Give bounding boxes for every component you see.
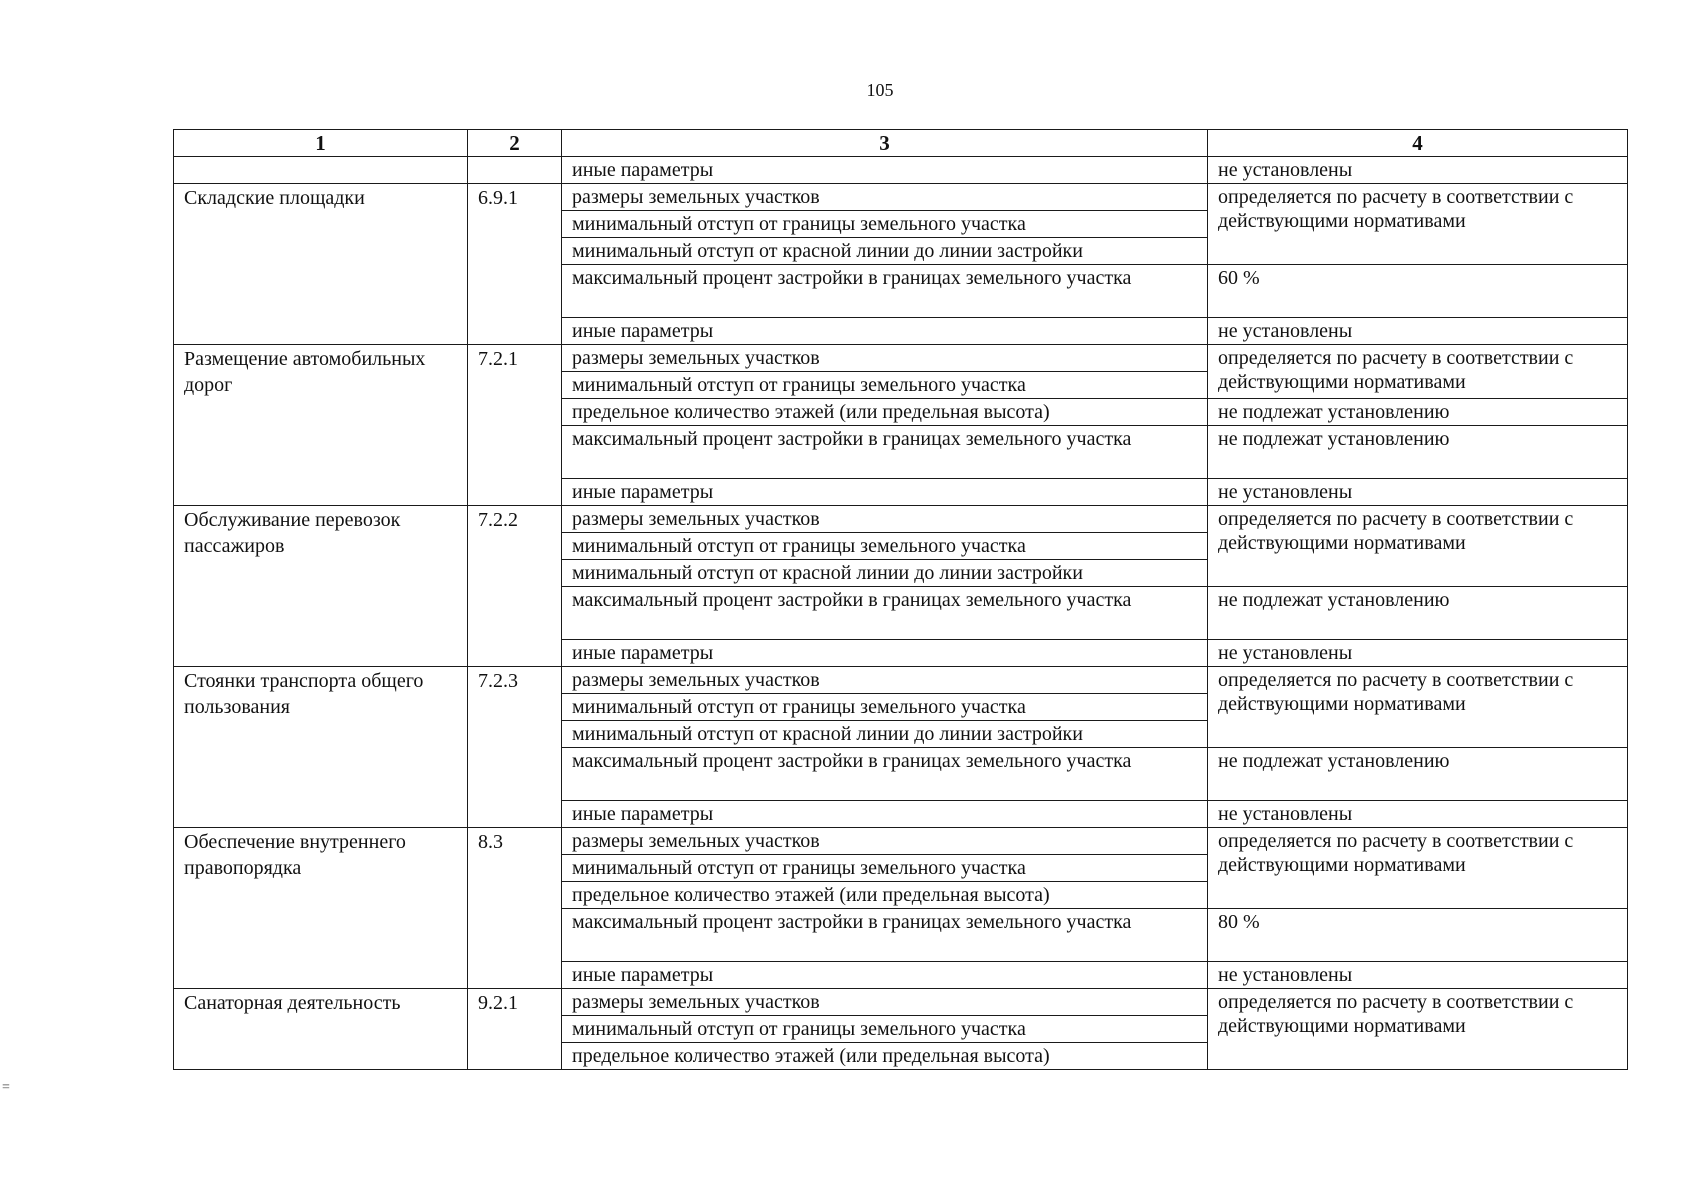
parameter-cell: размеры земельных участков xyxy=(562,184,1208,211)
use-type-cell: Санаторная деятельность xyxy=(174,989,468,1070)
value-cell: не установлены xyxy=(1208,640,1628,667)
table-row xyxy=(174,828,1628,855)
parameter-cell: размеры земельных участков xyxy=(562,667,1208,694)
parameter-cell: предельное количество этажей (или предельная высота) xyxy=(562,399,1208,426)
parameter-cell: размеры земельных участков xyxy=(562,345,1208,372)
parameter-cell: иные параметры xyxy=(562,318,1208,345)
value-cell: определяется по расчету в соответствии с действующими нормативами xyxy=(1208,667,1628,748)
use-type-cell: Складские площадки xyxy=(174,184,468,345)
value-cell: не установлены xyxy=(1208,318,1628,345)
parameter-cell: размеры земельных участков xyxy=(562,506,1208,533)
use-type-cell: Обеспечение внутреннего правопорядка xyxy=(174,828,468,989)
value-cell: определяется по расчету в соответствии с действующими нормативами xyxy=(1208,989,1628,1070)
code-cell: 9.2.1 xyxy=(468,989,562,1070)
header-row xyxy=(174,130,1628,157)
header-col-2: 2 xyxy=(468,130,562,157)
margin-mark: = xyxy=(2,1080,10,1095)
table-row xyxy=(174,184,1628,211)
value-cell: 60 % xyxy=(1208,265,1628,318)
parameters-table xyxy=(173,129,1628,1070)
use-type-cell: Обслуживание перевозок пассажиров xyxy=(174,506,468,667)
parameter-cell: минимальный отступ от границы земельного участка xyxy=(562,694,1208,721)
parameter-cell: размеры земельных участков xyxy=(562,828,1208,855)
header-col-3: 3 xyxy=(562,130,1208,157)
use-type-cell: Размещение автомобильных дорог xyxy=(174,345,468,506)
header-col-4: 4 xyxy=(1208,130,1628,157)
value-cell: не подлежат установлению xyxy=(1208,399,1628,426)
value-cell: не подлежат установлению xyxy=(1208,426,1628,479)
parameter-cell: максимальный процент застройки в границах земельного участка xyxy=(562,909,1208,962)
code-cell: 7.2.1 xyxy=(468,345,562,506)
parameter-cell: минимальный отступ от границы земельного участка xyxy=(562,211,1208,238)
parameter-cell: максимальный процент застройки в границах земельного участка xyxy=(562,426,1208,479)
parameter-cell: максимальный процент застройки в границах земельного участка xyxy=(562,265,1208,318)
continuation-row xyxy=(174,157,1628,184)
use-type-cell: Стоянки транспорта общего пользования xyxy=(174,667,468,828)
parameter-cell: минимальный отступ от границы земельного участка xyxy=(562,855,1208,882)
table-body xyxy=(174,157,1628,1070)
page-number: 105 xyxy=(866,80,894,100)
table-row xyxy=(174,989,1628,1016)
code-cell: 7.2.3 xyxy=(468,667,562,828)
table-row xyxy=(174,345,1628,372)
value-cell: не подлежат установлению xyxy=(1208,587,1628,640)
parameter-cell: минимальный отступ от границы земельного участка xyxy=(562,372,1208,399)
parameter-cell: иные параметры xyxy=(562,801,1208,828)
value-cell: определяется по расчету в соответствии с действующими нормативами xyxy=(1208,184,1628,265)
parameter-cell: максимальный процент застройки в границах земельного участка xyxy=(562,587,1208,640)
table-row xyxy=(174,667,1628,694)
parameter-cell: минимальный отступ от красной линии до линии застройки xyxy=(562,238,1208,265)
empty-cell xyxy=(174,157,468,184)
parameter-cell: минимальный отступ от границы земельного участка xyxy=(562,1016,1208,1043)
parameter-cell: минимальный отступ от красной линии до линии застройки xyxy=(562,721,1208,748)
value-cell: определяется по расчету в соответствии с действующими нормативами xyxy=(1208,345,1628,399)
table-row xyxy=(174,506,1628,533)
value-cell: не установлены xyxy=(1208,157,1628,184)
code-cell: 8.3 xyxy=(468,828,562,989)
parameter-cell: максимальный процент застройки в границах земельного участка xyxy=(562,748,1208,801)
parameter-cell: иные параметры xyxy=(562,479,1208,506)
parameter-cell: размеры земельных участков xyxy=(562,989,1208,1016)
parameter-cell: иные параметры xyxy=(562,962,1208,989)
parameter-cell: минимальный отступ от границы земельного участка xyxy=(562,533,1208,560)
parameter-cell: предельное количество этажей (или предельная высота) xyxy=(562,1043,1208,1070)
value-cell: не подлежат установлению xyxy=(1208,748,1628,801)
code-cell: 7.2.2 xyxy=(468,506,562,667)
code-cell: 6.9.1 xyxy=(468,184,562,345)
parameter-cell: минимальный отступ от красной линии до линии застройки xyxy=(562,560,1208,587)
empty-cell xyxy=(468,157,562,184)
value-cell: не установлены xyxy=(1208,962,1628,989)
header-col-1: 1 xyxy=(174,130,468,157)
parameter-cell: иные параметры xyxy=(562,157,1208,184)
value-cell: не установлены xyxy=(1208,801,1628,828)
value-cell: определяется по расчету в соответствии с действующими нормативами xyxy=(1208,506,1628,587)
parameter-cell: предельное количество этажей (или предельная высота) xyxy=(562,882,1208,909)
value-cell: 80 % xyxy=(1208,909,1628,962)
value-cell: не установлены xyxy=(1208,479,1628,506)
value-cell: определяется по расчету в соответствии с действующими нормативами xyxy=(1208,828,1628,909)
parameter-cell: иные параметры xyxy=(562,640,1208,667)
